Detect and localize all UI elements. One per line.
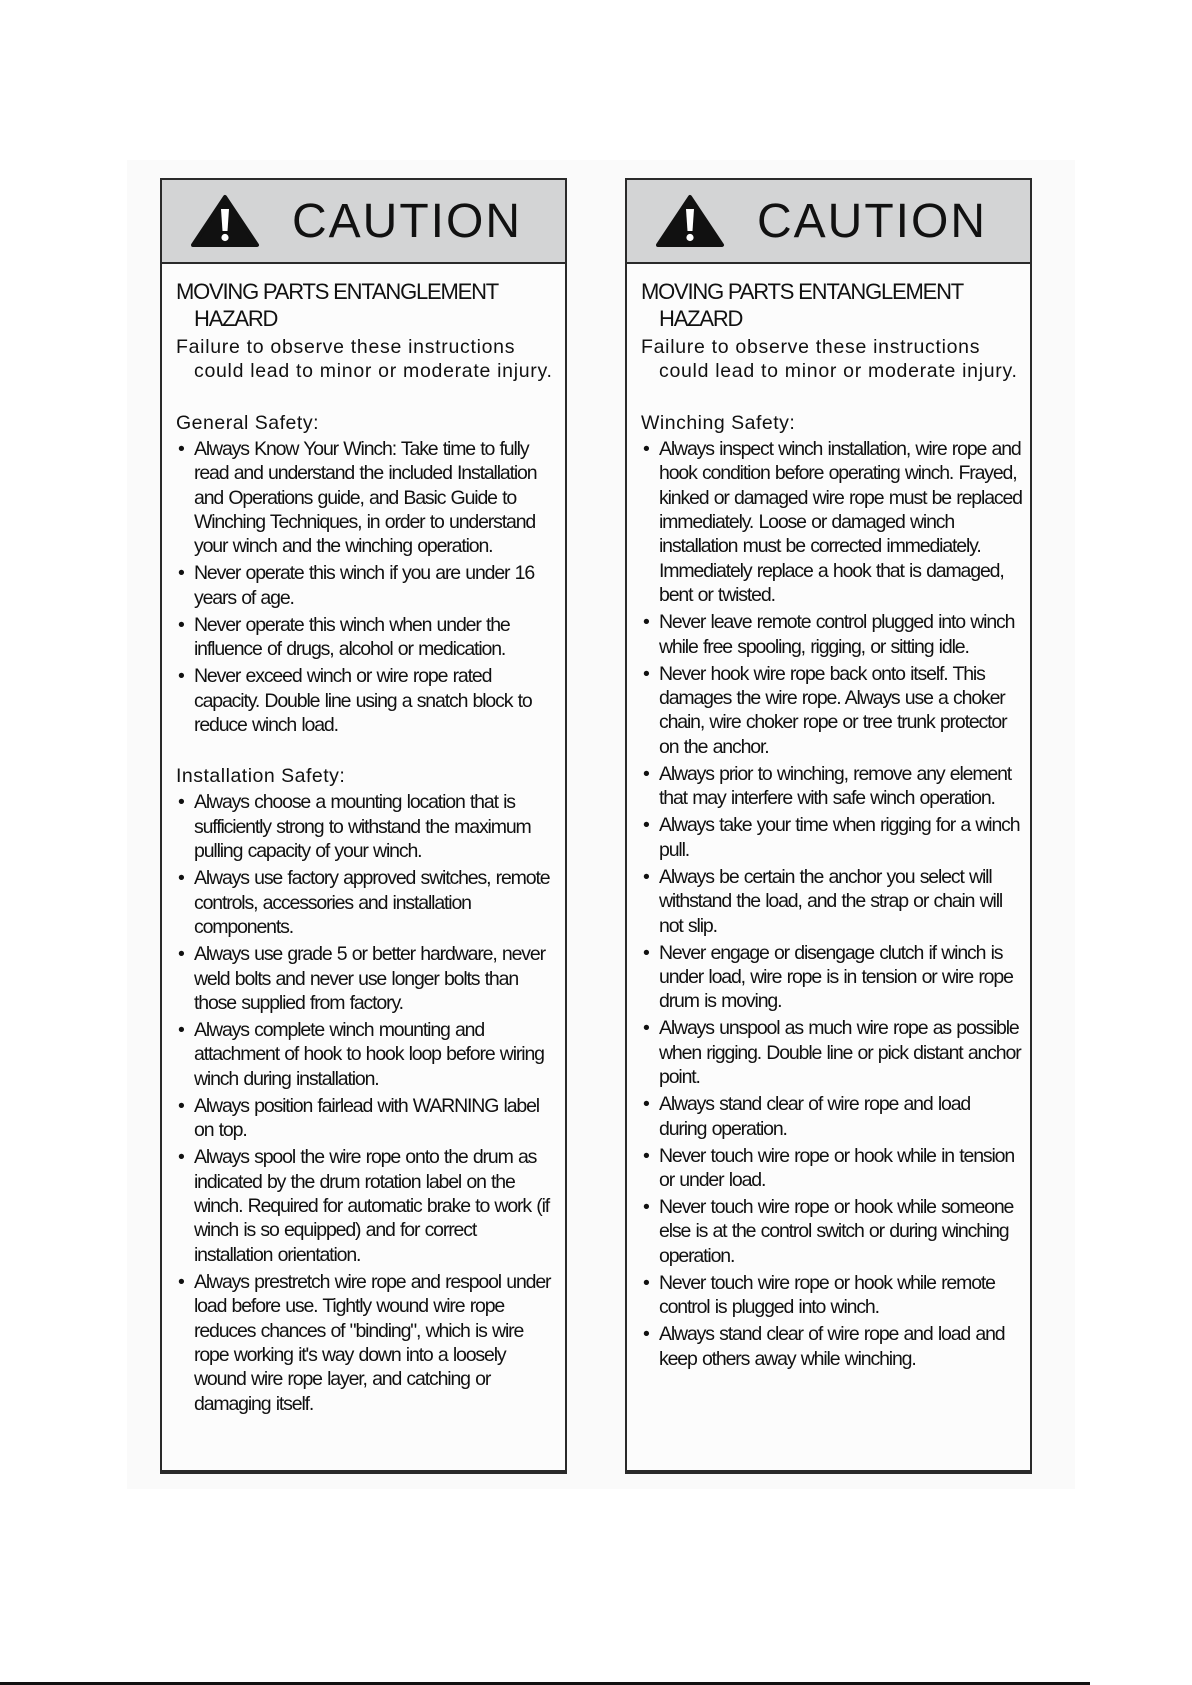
list-item-text: Never exceed winch or wire rope rated capacity. Double line using a snatch block to reduce winch load. bbox=[194, 665, 532, 737]
list-item-text: Always prior to winching, remove any element that may interfere with safe winch operation. bbox=[659, 762, 1012, 810]
list-item-text: Always inspect winch installation, wire rope and hook condition before operating winch. Frayed, kinked or damaged wire rope must be replaced immediately. Loose or damaged winch installation must be corrected immediately. Immediately replace a hook that is damaged, bent or twisted. bbox=[659, 437, 1022, 607]
bullet-icon: • bbox=[178, 665, 185, 688]
section-heading: Winching Safety: bbox=[641, 411, 796, 434]
bullet-icon: • bbox=[178, 562, 185, 585]
bullet-icon: • bbox=[178, 867, 185, 890]
list-item bbox=[641, 762, 1022, 811]
list-item bbox=[176, 664, 557, 737]
list-item bbox=[176, 866, 557, 939]
list-item-text: Always prestretch wire rope and respool under load before use. Tightly wound wire rope reduces chances of "binding", which is wire rope working it's way down into a loosely wound wire rope layer, and catching or damaging itself. bbox=[194, 1270, 551, 1415]
list-item-text: Always use factory approved switches, remote controls, accessories and installation components. bbox=[194, 867, 550, 939]
hazard-subtitle: Failure to observe these instructions could lead to minor or moderate injury. bbox=[641, 336, 1018, 383]
bullet-icon: • bbox=[178, 943, 185, 966]
list-item-text: Never touch wire rope or hook while someone else is at the control switch or during winching operation. bbox=[659, 1195, 1014, 1267]
list-item-text: Never operate this winch if you are under 16 years of age. bbox=[194, 562, 535, 609]
list-item-text: Always spool the wire rope onto the drum as indicated by the drum rotation label on the winch. Required for automatic brake to work (if winch is so equipped) and for correct installation orientation. bbox=[194, 1146, 550, 1266]
list-item bbox=[641, 1092, 1022, 1141]
list-item bbox=[641, 1322, 1022, 1371]
list-item-text: Always take your time when rigging for a winch pull. bbox=[659, 814, 1020, 861]
bullet-icon: • bbox=[643, 437, 650, 460]
bullet-icon: • bbox=[643, 941, 650, 964]
list-item-text: Never touch wire rope or hook while in tension or under load. bbox=[659, 1144, 1015, 1191]
bullet-icon: • bbox=[643, 1017, 650, 1040]
list-item bbox=[641, 437, 1022, 608]
list-item bbox=[641, 941, 1022, 1014]
list-item bbox=[176, 942, 557, 1015]
list-item bbox=[641, 1195, 1022, 1268]
list-item-text: Never engage or disengage clutch if winch is under load, wire rope is in tension or wire rope drum is moving. bbox=[659, 941, 1013, 1013]
list-item bbox=[176, 790, 557, 863]
list-item bbox=[641, 610, 1022, 659]
bullet-icon: • bbox=[178, 1094, 185, 1117]
section-heading: General Safety: bbox=[176, 411, 319, 434]
list-item-text: Always stand clear of wire rope and load and keep others away while winching. bbox=[659, 1323, 1005, 1370]
caution-heading: CAUTION bbox=[757, 194, 987, 248]
list-item bbox=[641, 662, 1022, 760]
bullet-icon: • bbox=[643, 611, 650, 634]
bullet-icon: • bbox=[643, 662, 650, 685]
bullet-icon: • bbox=[643, 865, 650, 888]
caution-label-right bbox=[625, 178, 1032, 1474]
list-item bbox=[176, 1094, 557, 1143]
bullet-icon: • bbox=[178, 1146, 185, 1169]
bullet-icon: • bbox=[643, 1271, 650, 1294]
bullet-icon: • bbox=[643, 1093, 650, 1116]
list-item bbox=[641, 865, 1022, 938]
list-item-text: Always be certain the anchor you select will withstand the load, and the strap or chain will not slip. bbox=[659, 865, 1003, 937]
bullet-icon: • bbox=[643, 814, 650, 837]
list-item bbox=[176, 1018, 557, 1091]
hazard-subtitle: Failure to observe these instructions could lead to minor or moderate injury. bbox=[176, 336, 553, 383]
list-item-text: Always complete winch mounting and attachment of hook to hook loop before wiring winch during installation. bbox=[194, 1018, 544, 1090]
list-item bbox=[176, 613, 557, 662]
caution-header bbox=[162, 180, 565, 264]
list-item-text: Never operate this winch when under the influence of drugs, alcohol or medication. bbox=[194, 613, 510, 661]
warning-triangle-icon bbox=[190, 194, 260, 248]
list-item bbox=[641, 1016, 1022, 1089]
bullet-icon: • bbox=[643, 762, 650, 785]
safety-list bbox=[176, 437, 557, 738]
list-item-text: Always unspool as much wire rope as possible when rigging. Double line or pick distant anchor point. bbox=[659, 1017, 1021, 1089]
bullet-icon: • bbox=[178, 613, 185, 636]
list-item bbox=[176, 1145, 557, 1267]
hazard-title: MOVING PARTS ENTANGLEMENT HAZARD bbox=[641, 279, 963, 331]
bullet-icon: • bbox=[178, 791, 185, 814]
bullet-icon: • bbox=[643, 1323, 650, 1346]
bullet-icon: • bbox=[643, 1144, 650, 1167]
caution-label-left bbox=[160, 178, 567, 1474]
caution-heading: CAUTION bbox=[292, 194, 522, 248]
list-item bbox=[641, 1144, 1022, 1193]
list-item bbox=[176, 561, 557, 610]
list-item bbox=[641, 813, 1022, 862]
bullet-icon: • bbox=[643, 1195, 650, 1218]
list-item-text: Always stand clear of wire rope and load during operation. bbox=[659, 1093, 971, 1140]
list-item-text: Always choose a mounting location that is sufficiently strong to withstand the maximum pulling capacity of your winch. bbox=[194, 791, 531, 863]
list-item bbox=[176, 437, 557, 559]
hazard-title: MOVING PARTS ENTANGLEMENT HAZARD bbox=[176, 279, 498, 331]
list-item-text: Always position fairlead with WARNING label on top. bbox=[194, 1094, 539, 1142]
bullet-icon: • bbox=[178, 1270, 185, 1293]
list-item-text: Never leave remote control plugged into winch while free spooling, rigging, or sitting idle. bbox=[659, 611, 1015, 658]
warning-triangle-icon bbox=[655, 194, 725, 248]
list-item-text: Always Know Your Winch: Take time to fully read and understand the included Installation and Operations guide, and Basic Guide to Winching Techniques, in order to understand your winch and the winching operation. bbox=[194, 437, 537, 558]
list-item bbox=[641, 1271, 1022, 1320]
bullet-icon: • bbox=[178, 437, 185, 460]
list-item-text: Always use grade 5 or better hardware, never weld bolts and never use longer bolts than those supplied from factory. bbox=[194, 943, 545, 1014]
section-heading: Installation Safety: bbox=[176, 765, 346, 788]
list-item-text: Never touch wire rope or hook while remote control is plugged into winch. bbox=[659, 1271, 995, 1319]
list-item-text: Never hook wire rope back onto itself. This damages the wire rope. Always use a choker chain, wire choker rope or tree trunk protector on the anchor. bbox=[659, 662, 1007, 758]
bullet-icon: • bbox=[178, 1018, 185, 1041]
safety-list bbox=[176, 790, 557, 1416]
list-item bbox=[176, 1270, 557, 1416]
safety-list bbox=[641, 437, 1022, 1371]
caution-header bbox=[627, 180, 1030, 264]
